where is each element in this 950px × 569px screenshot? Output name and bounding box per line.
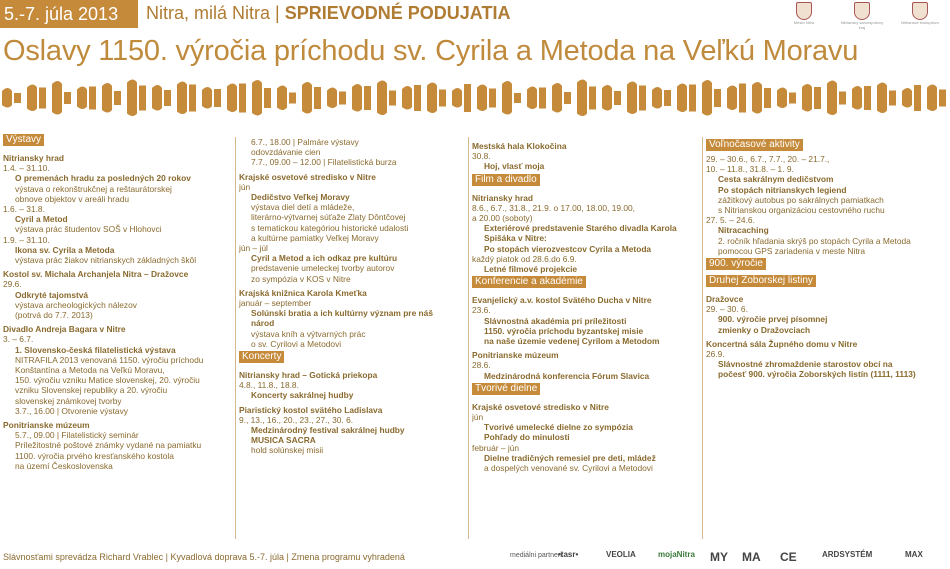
event-title: Slávnostné zhromaždenie starostov obcí na	[718, 359, 893, 370]
event-detail: a dospelých venované sv. Cyrilovi a Metodovi	[484, 463, 653, 474]
event-title: Tvorivé umelecké dielne zo sympózia	[484, 422, 633, 433]
event-date: 10. – 11.8., 31.8. – 1. 9.	[706, 164, 794, 175]
venue-name: Piaristický kostol svätého Ladislava	[239, 404, 383, 415]
section-heading: 900. výročie	[706, 258, 766, 270]
event-date: jún	[239, 181, 251, 192]
event-detail: 1100. výročia prvého kresťanského kostola	[15, 450, 174, 461]
event-title: Nitracaching	[718, 225, 769, 236]
event-date: 9., 13., 16., 20., 23., 27., 30. 6.	[239, 414, 354, 425]
event-detail: hold solúnskej misii	[251, 445, 324, 456]
event-date: 26.9.	[706, 349, 725, 360]
event-title: Odkryté tajomstvá	[15, 289, 89, 300]
event-date: január – september	[239, 298, 312, 309]
ornament-glyph	[627, 82, 646, 115]
logos-top	[780, 2, 948, 32]
partners-label: mediálni partneri:	[510, 552, 564, 559]
event-detail: 3.7., 16.00 | Otvorenie výstavy	[15, 405, 128, 416]
event-detail: s tematickou kategóriou historické udalosti	[251, 222, 409, 233]
event-detail: Príležitostné poštové známky vydané na pamiatku	[15, 440, 202, 451]
venue-name: Mestská hala Klokočina	[472, 141, 567, 151]
coat-of-arms-icon: Mesto Nitra	[780, 2, 828, 25]
ornament-glyph	[527, 87, 546, 110]
venue-name: Krajské osvetové stredisko v Nitre	[472, 401, 609, 412]
column-3	[468, 137, 693, 539]
event-title: O premenách hradu za posledných 20 rokov	[15, 173, 191, 184]
event-detail: 150. výročiu vzniku Matice slovenskej, 20. výročiu	[15, 375, 200, 386]
event-detail: (potrvá do 7.7. 2013)	[15, 310, 93, 321]
top-bar	[0, 0, 950, 32]
ornament-glyph	[202, 87, 221, 109]
event-title: Po stopách nitrianskych legiend	[718, 184, 847, 195]
venue-name: Krajská knižnica Karola Kmeťka	[239, 287, 367, 298]
event-detail: 7.7., 09.00 – 12.00 | Filatelistická burza	[251, 157, 397, 168]
city-name: Nitra, milá Nitra	[146, 3, 271, 23]
event-date: 8.6., 6.7., 31.8., 21.9. o 17.00, 18.00, 19.00,	[472, 202, 635, 213]
event-title: 1150. výročia príchodu byzantskej misie	[484, 325, 644, 336]
event-detail: slovenskej známkovej tvorby	[15, 395, 122, 406]
event-detail: 5.7., 09.00 | Filatelistický seminár	[15, 430, 139, 441]
ornament-glyph	[352, 84, 371, 112]
event-detail: zážitkový autobus po sakrálnych pamiatkach	[718, 194, 884, 205]
event-detail: výstava prác študentov SOŠ v Hlohovci	[15, 224, 162, 235]
event-date: 29. – 30. 6.	[706, 304, 748, 315]
event-title: Ikona sv. Cyrila a Metoda	[15, 244, 115, 255]
section-heading: Tvorivé dielne	[472, 383, 540, 395]
venue-name: Kostol sv. Michala Archanjela Nitra – Dražovce	[3, 269, 189, 280]
partner-logo: MAX	[905, 550, 923, 559]
venue-name: Dražovce	[706, 294, 744, 305]
event-date: 30.8.	[472, 151, 491, 162]
event-title: Slávnostná akadémia pri príležitosti	[484, 315, 627, 326]
section-heading: Druhej Zoborskej listiny	[706, 275, 816, 287]
event-detail: na území Československa	[15, 460, 113, 471]
event-detail: vzniku Slovenskej republiky a 20. výročiu	[15, 385, 168, 396]
event-title: Cyril a Metod	[15, 214, 68, 225]
venue-name: Nitriansky hrad	[3, 153, 64, 163]
event-detail: výstava o rekonštrukčnej a reštaurátorskej	[15, 183, 172, 194]
event-date: 3. – 6.7.	[3, 334, 34, 345]
event-title: Cyril a Metod a ich odkaz pre kultúru	[251, 253, 398, 264]
section-name: SPRIEVODNÉ PODUJATIA	[284, 3, 511, 23]
event-title: Koncerty sakrálnej hudby	[251, 390, 354, 401]
ornament-glyph	[677, 84, 696, 113]
column-4	[702, 137, 948, 539]
venue-name: Koncertná sála Župného domu v Nitre	[706, 338, 858, 349]
page-title: Oslavy 1150. výročia príchodu sv. Cyrila a Metoda na Veľkú Moravu	[3, 35, 859, 67]
event-date: 1.9. – 31.10.	[3, 234, 50, 245]
event-title: počesť 900. výročia Zoborských listín (1111, 1113)	[718, 369, 916, 380]
event-date: 4.8., 11.8., 18.8.	[239, 380, 299, 391]
venue-name: Krajské osvetové stredisko v Nitre	[239, 171, 376, 182]
event-detail: výstava prác žiakov nitrianskych základných škôl	[15, 255, 197, 266]
event-date: 29. – 30.6., 6.7., 7.7., 20. – 21.7.,	[706, 154, 830, 164]
event-title: 1. Slovensko-česká filatelistická výstava	[15, 344, 176, 355]
event-detail: obnove objektov v areáli hradu	[15, 193, 130, 204]
section-heading: Koncerty	[239, 351, 284, 363]
ornament-glyph	[402, 85, 421, 111]
ornament-glyph	[27, 85, 46, 112]
event-title: Solúnski bratia a ich kultúrny význam pre náš	[251, 308, 433, 319]
event-title: Dedičstvo Veľkej Moravy	[251, 192, 350, 203]
event-detail: Konštantína a Metoda na Veľkú Moravu,	[15, 365, 165, 376]
event-date: február – jún	[472, 442, 520, 453]
event-detail: literárno-výtvarnej súťaže Zlaty Dôntčovej	[251, 212, 406, 223]
coat-of-arms-icon: Nitriansky samosprávny kraj	[838, 2, 886, 30]
ornament-glyph	[802, 84, 821, 112]
event-title: Letné filmové projekcie	[484, 264, 578, 275]
partner-logo: mojaNitra	[658, 550, 695, 559]
event-title: Medzinárodný festival sakrálnej hudby	[251, 425, 405, 436]
column-1	[3, 132, 225, 539]
ornament-glyph	[77, 87, 96, 110]
coat-of-arms-icon: Nitrianske biskupstvo	[896, 2, 944, 25]
venue-name: Evanjelický a.v. kostol Svätého Ducha v Nitre	[472, 295, 652, 306]
section-heading: Konferencie a akadémie	[472, 276, 586, 288]
event-date: a 20.00 (soboty)	[472, 213, 533, 224]
event-title: na naše územie vedenej Cyrilom a Metodom	[484, 336, 660, 347]
ornament-glyph	[852, 86, 871, 110]
event-detail: výstava diel detí a mládeže,	[251, 202, 355, 213]
partner-logo: MY	[710, 550, 728, 564]
event-detail: o sv. Cyrilovi a Metodovi	[251, 338, 342, 349]
venue-name: Divadlo Andreja Bagara v Nitre	[3, 324, 126, 335]
column-2	[235, 137, 457, 539]
event-title: Hoj, vlasť moja	[484, 161, 545, 172]
subtitle	[146, 3, 510, 24]
event-detail: pomocou GPS zariadenia v meste Nitra	[718, 245, 866, 256]
event-date: jún	[472, 412, 484, 423]
partner-logo: ARDSYSTÉM	[822, 550, 873, 559]
event-detail: zo sympózia v KOS v Nitre	[251, 273, 351, 284]
partner-logo: VEOLIA	[606, 550, 636, 559]
partner-logo: MA	[742, 550, 761, 564]
ornament-pattern	[0, 73, 950, 123]
event-date: jún – júl	[239, 243, 268, 254]
section-heading: Výstavy	[3, 134, 44, 146]
event-title: 900. výročie prvej písomnej	[718, 314, 828, 325]
venue-name: Nitriansky hrad – Gotická priekopa	[239, 370, 378, 381]
event-title: národ	[251, 318, 275, 329]
event-detail: výstava kníh a výtvarných prác	[251, 328, 366, 339]
section-heading: Voľnočasové aktivity	[706, 139, 803, 151]
event-detail: NITRAFILA 2013 venovaná 1150. výročiu príchodu	[15, 354, 204, 365]
event-date: 1.6. – 31.8.	[3, 204, 45, 215]
event-date: 28.6.	[472, 360, 491, 371]
event-title: Cesta sakrálnym dedičstvom	[718, 174, 834, 185]
venue-name: Ponitrianske múzeum	[3, 420, 90, 431]
event-title: Medzinárodná konferencia Fórum Slavica	[484, 370, 650, 381]
partner-logo: CE	[780, 550, 797, 564]
media-partners	[510, 548, 950, 566]
event-detail: 2. ročník hľadania skrýš po stopách Cyrila a Metoda	[718, 235, 911, 246]
venue-name: Ponitrianske múzeum	[472, 350, 559, 361]
event-date: 1.4. – 31.10.	[3, 163, 50, 174]
separator: |	[275, 3, 280, 23]
ornament-glyph	[177, 82, 196, 115]
partner-logo: •tasr•	[558, 550, 579, 559]
event-title: Spišáka v Nitre:	[484, 233, 547, 244]
event-detail: predstavenie umeleckej tvorby autorov	[251, 263, 395, 274]
event-detail: a kultúrne pamiatky Veľkej Moravy	[251, 232, 379, 243]
event-detail: 6.7., 18.00 | Palmáre výstavy	[251, 137, 359, 147]
event-date: 27. 5. – 24.6.	[706, 215, 755, 226]
event-title: Pohľady do minulosti	[484, 432, 570, 443]
event-date: 5.-7. júla 2013	[0, 0, 138, 28]
event-detail: s Nitrianskou organizáciou cestovného ruchu	[718, 205, 885, 216]
event-date: 23.6.	[472, 305, 491, 316]
section-heading: Film a divadlo	[472, 174, 540, 186]
ornament-glyph	[227, 84, 246, 113]
event-date: každý piatok od 28.6.do 6.9.	[472, 253, 577, 264]
event-title: Po stopách vierozvestcov Cyrila a Metoda	[484, 243, 652, 254]
event-title: zmienky o Dražovciach	[718, 324, 811, 335]
event-detail: výstava archeologických nálezov	[15, 299, 137, 310]
event-date: 29.6.	[3, 279, 22, 290]
venue-name: Nitriansky hrad	[472, 192, 533, 203]
footer-text: Slávnosťami sprevádza Richard Vrablec | Kyvadlová doprava 5.-7. júla | Zmena programu vyhradená	[3, 552, 405, 562]
event-detail: odovzdávanie cien	[251, 147, 321, 158]
event-title: Dielne tradičných remesiel pre deti, mládež	[484, 452, 656, 463]
event-title: MUSICA SACRA	[251, 435, 316, 446]
event-title: Exteriérové predstavenie Starého divadla Karola	[484, 223, 677, 234]
ornament-glyph	[652, 87, 671, 109]
